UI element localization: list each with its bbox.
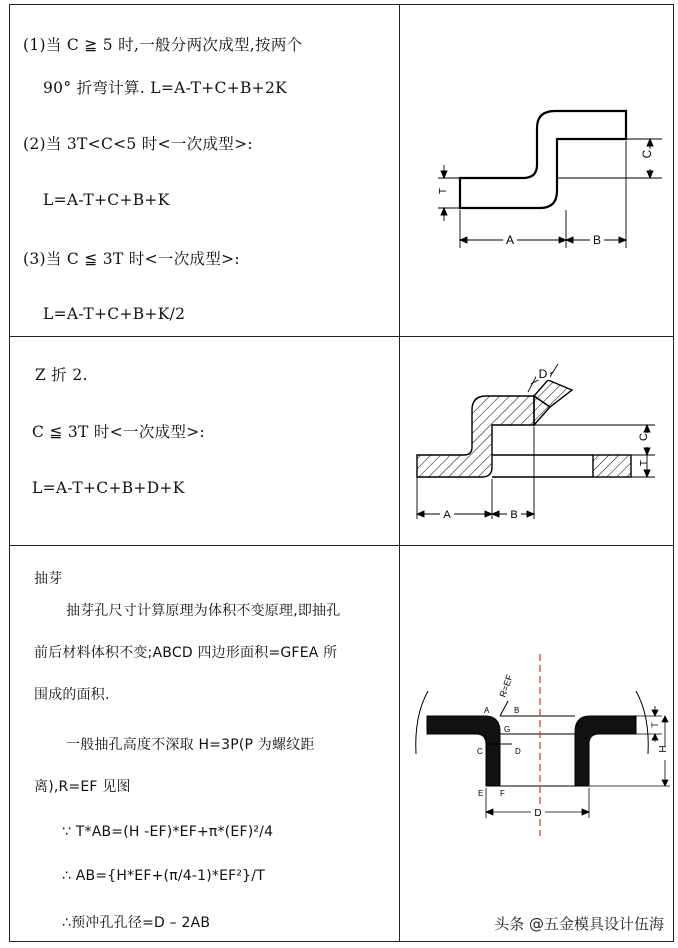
dim-h-label: H xyxy=(658,745,669,753)
rule-3-condition: (3)当 C ≦ 3T 时<一次成型>: xyxy=(23,250,240,268)
point-d-label: D xyxy=(515,747,521,756)
point-e-label: E xyxy=(478,789,484,798)
row3-text-cell xyxy=(10,546,399,941)
extrusion-title: 抽芽 xyxy=(34,571,63,587)
dim-a-label: A xyxy=(443,509,451,521)
point-f-label: F xyxy=(500,789,505,798)
formula-table xyxy=(9,4,674,942)
watermark: 头条 @五金模具设计伍海 xyxy=(494,915,664,933)
point-g-label: G xyxy=(504,725,511,734)
dim-c-label: C xyxy=(638,433,650,441)
rule-1-condition: (1)当 C ≧ 5 时,一般分两次成型,按两个 xyxy=(23,36,303,54)
dim-t-label: T xyxy=(438,187,449,195)
radius-ref-label: R=EF xyxy=(497,673,515,699)
dim-t-label: T xyxy=(650,722,660,728)
rule-3-formula: L=A-T+C+B+K/2 xyxy=(43,305,186,323)
rule-2-condition: (2)当 3T<C<5 时<一次成型>: xyxy=(23,135,253,153)
dim-d-label: D xyxy=(538,367,548,381)
extrusion-diagram xyxy=(400,546,673,941)
dim-b-label: B xyxy=(510,509,518,521)
point-b-label: B xyxy=(514,706,520,715)
extrusion-paragraph-2a: 一般抽孔高度不深取 H=3P(P 为螺纹距 xyxy=(66,737,315,753)
row2-text-cell xyxy=(10,337,399,545)
rule-2-formula: L=A-T+C+B+K xyxy=(43,191,170,209)
point-a-label: A xyxy=(484,706,490,715)
row1-text-cell xyxy=(10,5,399,336)
point-c-label: C xyxy=(477,747,483,756)
formula-because: ∵ T*AB=(H -EF)*EF+π*(EF)²/4 xyxy=(62,824,274,840)
dim-c-label: C xyxy=(640,149,654,159)
extrusion-paragraph-1a: 抽芽孔尺寸计算原理为体积不变原理,即抽孔 xyxy=(66,603,341,619)
dim-a-label: A xyxy=(505,233,515,247)
z-bend-2-title: Z 折 2. xyxy=(35,366,88,384)
dim-t-label: T xyxy=(639,459,650,467)
extrusion-paragraph-1b: 前后材料体积不变;ABCD 四边形面积=GFEA 所 xyxy=(34,645,338,661)
extrusion-paragraph-1c: 围成的面积. xyxy=(34,687,110,703)
dim-b-label: B xyxy=(592,233,602,247)
dim-d-label: D xyxy=(534,808,542,819)
z-bend-2-condition: C ≦ 3T 时<一次成型>: xyxy=(32,423,206,441)
z-bend-2-formula: L=A-T+C+B+D+K xyxy=(32,479,185,497)
rule-1-formula: 90° 折弯计算. L=A-T+C+B+2K xyxy=(43,79,288,97)
formula-therefore-ab: ∴ AB={H*EF+(π/4-1)*EF²}/T xyxy=(62,868,265,884)
formula-pre-punch-diameter: ∴预冲孔孔径=D – 2AB xyxy=(62,915,211,931)
extrusion-paragraph-2b: 离),R=EF 见图 xyxy=(34,779,131,795)
z-bend-diagram-1 xyxy=(400,5,673,336)
z-bend-diagram-2 xyxy=(400,337,673,545)
